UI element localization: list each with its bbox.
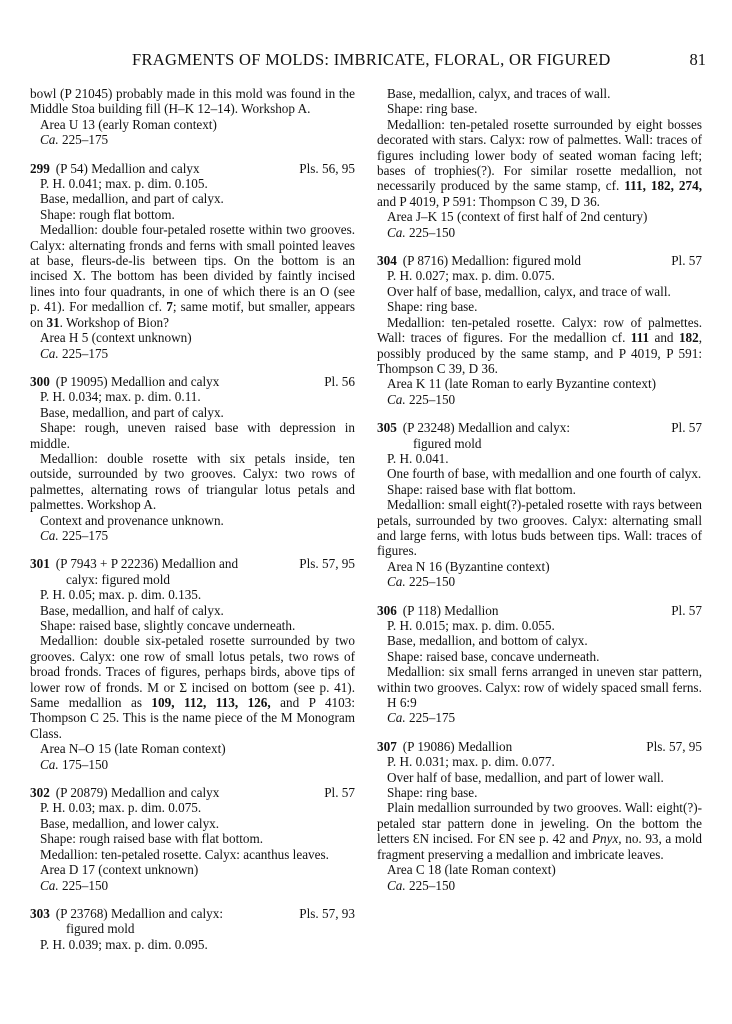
dimensions: P. H. 0.015; max. p. dim. 0.055. — [387, 618, 555, 633]
entry-heading — [30, 374, 355, 389]
catalog-entry-301 — [30, 556, 355, 772]
entry-title: (P 23768) Medallion and calyx: — [55, 905, 224, 921]
entry-number: 304 — [377, 253, 397, 269]
preservation: Base, medallion, and half of calyx. — [40, 602, 224, 618]
entry-heading — [377, 603, 702, 618]
description: Plain medallion surrounded by two grooves. Wall: eight(?)-petaled star pattern done in jeweling. On the bottom the letters ƐN incised. For ƐN see p. 42 and Pnyx, no. 93, a mold fragment preserving a medallion and imbricate leaves. — [377, 800, 702, 862]
plate-reference: Pl. 57 — [671, 253, 702, 269]
catalog-entry-303 — [30, 906, 355, 952]
description: Medallion: double six-petaled rosette surrounded by two grooves. Calyx: one row of small lotus petals, two rows of broad fronds. Traces of figures, perhaps birds, above tips of lower row of fronds. M or Σ incised on bottom (see p. 41). Same medallion as 109, 112, 113, 126, and P 4103: Thompson C 25. This is the name piece of the M Monogram Class. — [30, 633, 355, 741]
findspot: Area N–O 15 (late Roman context) — [40, 741, 226, 757]
continuation-date: Ca. 225–175 — [40, 132, 109, 148]
findspot: H 6:9 — [387, 695, 417, 711]
dimensions: P. H. 0.03; max. p. dim. 0.075. — [40, 800, 202, 816]
catalog-entry-303-continued — [377, 86, 702, 240]
date: Ca. 225–150 — [387, 391, 456, 407]
catalog-entry-306 — [377, 603, 702, 726]
entry-number: 303 — [30, 905, 50, 921]
preservation: Base, medallion, and bottom of calyx. — [387, 633, 588, 649]
shape: Shape: raised base, concave underneath. — [387, 648, 600, 664]
findspot: Area H 5 (context unknown) — [40, 330, 192, 346]
left-column — [30, 86, 355, 952]
entry-heading — [30, 161, 355, 176]
entry-number: 305 — [377, 420, 397, 436]
date: Ca. 225–150 — [40, 877, 109, 893]
preservation: Base, medallion, and part of calyx. — [40, 191, 224, 207]
dimensions: P. H. 0.039; max. p. dim. 0.095. — [40, 936, 208, 952]
plate-reference: Pls. 56, 95 — [299, 160, 355, 176]
entry-title-continued: figured mold — [66, 921, 135, 937]
entry-heading — [30, 906, 355, 921]
findspot: Area N 16 (Byzantine context) — [387, 558, 550, 574]
preservation: Base, medallion, and lower calyx. — [40, 815, 220, 831]
description: Medallion: ten-petaled rosette surrounded by eight bosses decorated with stars. Calyx: row of palmettes. Wall: traces of figures including lower body of seated woman facing left; bases of trophies(?). For similar rosette medallion, not necessarily produced by the same stamp, cf. 111, 182, 274, and P 4019, P 591: Thompson C 39, D 36. — [377, 116, 703, 209]
plate-reference: Pl. 57 — [671, 602, 702, 618]
entry-heading — [377, 253, 702, 268]
entry-number: 307 — [377, 738, 397, 754]
date: Ca. 225–175 — [40, 345, 109, 361]
preservation: Base, medallion, calyx, and traces of wall. — [387, 86, 611, 101]
entry-title: (P 19095) Medallion and calyx — [55, 373, 220, 389]
continuation-entry — [30, 86, 355, 148]
catalog-entry-307 — [377, 739, 702, 893]
description: Medallion: six small ferns arranged in uneven star pattern, within two grooves. Calyx: row of widely spaced small ferns. — [377, 664, 702, 695]
entry-number: 302 — [30, 785, 50, 801]
entry-heading — [30, 556, 355, 571]
entry-title: (P 23248) Medallion and calyx: — [402, 420, 571, 436]
description: Medallion: double rosette with six petals inside, ten outside, surrounded by two grooves. Calyx: two rows of palmettes, alternating rows of triangular lotus petals and palmettes. Workshop A. — [30, 450, 355, 513]
shape: Shape: rough raised base with flat bottom. — [40, 831, 264, 847]
catalog-entry-305 — [377, 420, 702, 589]
catalog-entry-300 — [30, 374, 355, 543]
dimensions: P. H. 0.034; max. p. dim. 0.11. — [40, 389, 201, 405]
shape: Shape: raised base with flat bottom. — [387, 481, 576, 497]
entry-number: 299 — [30, 160, 50, 176]
plate-reference: Pl. 57 — [324, 785, 355, 801]
page-number: 81 — [689, 50, 706, 69]
preservation: Base, medallion, and part of calyx. — [40, 404, 224, 420]
entry-title: (P 8716) Medallion: figured mold — [402, 253, 582, 269]
page-header — [30, 50, 710, 72]
plate-reference: Pl. 57 — [671, 420, 702, 436]
catalog-entry-299 — [30, 161, 355, 361]
dimensions: P. H. 0.027; max. p. dim. 0.075. — [387, 268, 555, 284]
continuation-text: bowl (P 21045) probably made in this mold was found in the Middle Stoa building fill (H–K 12–14). Workshop A. — [30, 86, 355, 117]
description: Medallion: ten-petaled rosette. Calyx: acanthus leaves. — [40, 846, 329, 862]
continuation-area: Area U 13 (early Roman context) — [40, 116, 217, 132]
findspot: Area C 18 (late Roman context) — [387, 862, 556, 878]
shape: Shape: rough, uneven raised base with depression in middle. — [30, 420, 355, 451]
entry-heading — [377, 739, 702, 754]
entry-heading — [377, 420, 702, 435]
shape: Shape: rough flat bottom. — [40, 206, 175, 222]
findspot: Area K 11 (late Roman to early Byzantine context) — [387, 376, 657, 392]
preservation: Over half of base, medallion, and part of lower wall. — [387, 769, 664, 785]
preservation: Over half of base, medallion, calyx, and trace of wall. — [387, 283, 671, 299]
shape: Shape: ring base. — [387, 785, 478, 801]
dimensions: P. H. 0.041. — [387, 450, 449, 466]
plate-reference: Pl. 56 — [324, 373, 355, 389]
findspot: Area D 17 (context unknown) — [40, 862, 199, 878]
dimensions: P. H. 0.031; max. p. dim. 0.077. — [387, 754, 555, 770]
dimensions: P. H. 0.041; max. p. dim. 0.105. — [40, 176, 208, 192]
entry-title: (P 20879) Medallion and calyx — [55, 785, 220, 801]
description: Medallion: ten-petaled rosette. Calyx: row of palmettes. Wall: traces of figures. For the medallion cf. 111 and 182, possibly produced by the same stamp, and P 4019, P 591: Thompson C 39, D 36. — [377, 314, 703, 376]
right-column — [377, 86, 702, 893]
entry-title: (P 7943 + P 22236) Medallion and — [55, 556, 239, 572]
date: Ca. 225–150 — [387, 574, 456, 590]
description: Medallion: double four-petaled rosette within two grooves. Calyx: alternating fronds and ferns with small pointed leaves at base, fleurs-de-lis between tips. On the bottom is an incised X. The bottom has been divided by faintly incised lines into four quadrants, in one of which there is an O (see p. 41). For medallion cf. 7; same motif, but smaller, appears on 31. Workshop of Bion? — [30, 222, 355, 330]
entry-number: 306 — [377, 602, 397, 618]
date: Ca. 225–175 — [40, 527, 109, 543]
dimensions: P. H. 0.05; max. p. dim. 0.135. — [40, 587, 202, 603]
entry-title: (P 118) Medallion — [402, 602, 499, 618]
catalog-entry-302 — [30, 785, 355, 893]
description: Medallion: small eight(?)-petaled rosette with rays between petals, surrounded by two grooves. Calyx: alternating small and large ferns, with lotus buds between tips. Wall: traces of figures. — [377, 497, 702, 559]
running-head: FRAGMENTS OF MOLDS: IMBRICATE, FLORAL, OR FIGURED — [132, 50, 611, 69]
plate-reference: Pls. 57, 95 — [299, 556, 355, 572]
date: Ca. 175–150 — [40, 756, 109, 772]
date: Ca. 225–175 — [387, 710, 456, 726]
findspot: Context and provenance unknown. — [40, 512, 224, 528]
catalog-entry-304 — [377, 253, 702, 407]
entry-heading — [30, 785, 355, 800]
shape: Shape: ring base. — [387, 299, 478, 315]
preservation: One fourth of base, with medallion and one fourth of calyx. — [387, 466, 702, 482]
entry-title-continued: figured mold — [413, 435, 482, 451]
date: Ca. 225–150 — [387, 877, 456, 893]
plate-reference: Pls. 57, 95 — [646, 738, 702, 754]
entry-number: 301 — [30, 556, 50, 572]
entry-title-continued: calyx: figured mold — [66, 571, 171, 587]
date: Ca. 225–150 — [387, 224, 456, 240]
entry-number: 300 — [30, 373, 50, 389]
plate-reference: Pls. 57, 93 — [299, 905, 355, 921]
entry-title: (P 19086) Medallion — [402, 738, 513, 754]
entry-title: (P 54) Medallion and calyx — [55, 160, 200, 176]
findspot: Area J–K 15 (context of first half of 2nd century) — [387, 209, 648, 225]
shape: Shape: raised base, slightly concave underneath. — [40, 618, 296, 633]
shape: Shape: ring base. — [387, 101, 478, 117]
